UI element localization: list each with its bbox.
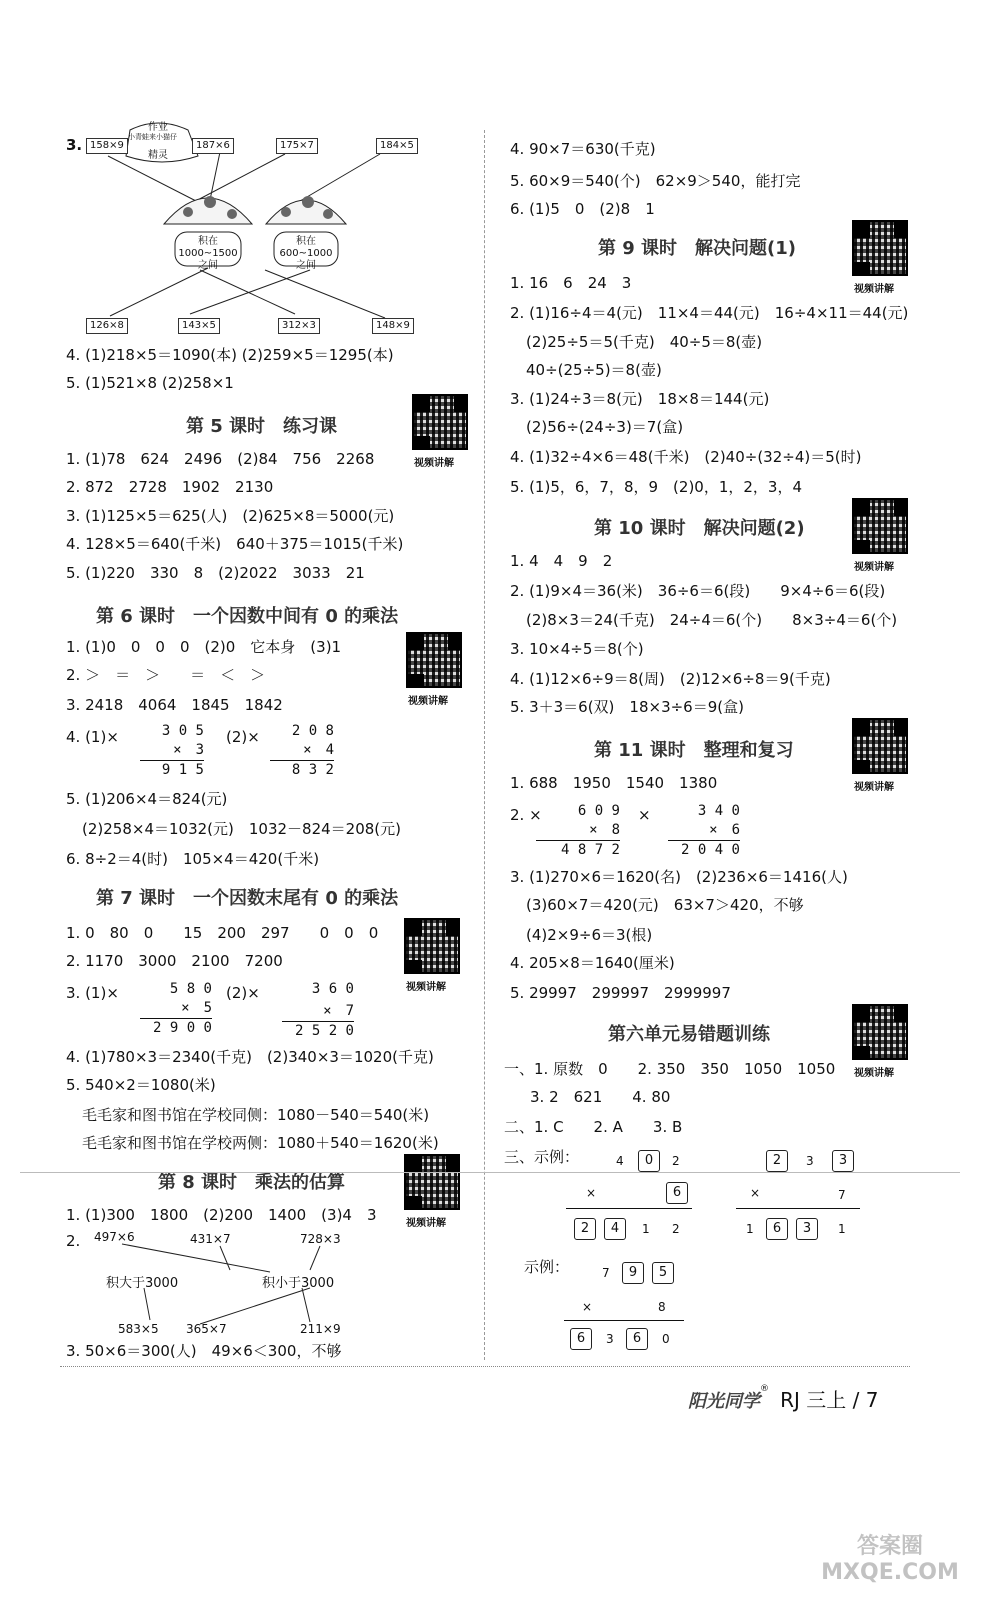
qr-code[interactable] bbox=[852, 718, 908, 774]
answer-line: 5. 540×2＝1080(米) bbox=[66, 1076, 216, 1094]
unit6-title: 第六单元易错题训练 bbox=[608, 1024, 770, 1045]
qr-label: 视频讲解 bbox=[408, 696, 448, 707]
times-sign: × bbox=[750, 1186, 761, 1200]
answer-line: 4. 90×7＝630(千克) bbox=[510, 140, 656, 158]
diagram-box: 175×7 bbox=[276, 138, 318, 154]
times-sign: × bbox=[582, 1300, 593, 1314]
digit: 1 bbox=[838, 1222, 846, 1236]
answer-line: 1. 688 1950 1540 1380 bbox=[510, 774, 718, 792]
answer-line: (2)258×4＝1032(元) 1032－824＝208(元) bbox=[82, 820, 402, 838]
calc-result: 4 8 7 2 bbox=[560, 842, 620, 858]
answer-line: 2. 872 2728 1902 2130 bbox=[66, 478, 274, 496]
calc-multiplier: × 7 bbox=[282, 1002, 354, 1022]
answer-line: 1. 4 4 9 2 bbox=[510, 552, 613, 570]
lesson-7-title: 第 7 课时 一个因数末尾有 0 的乘法 bbox=[96, 888, 399, 909]
answer-label: 3. (1)× bbox=[66, 984, 119, 1002]
vertical-calc bbox=[140, 722, 204, 780]
digit: 7 bbox=[602, 1266, 610, 1280]
answer-label: 4. (1)× bbox=[66, 728, 119, 746]
digit: 3 bbox=[606, 1332, 614, 1346]
answer-line: 1. (1)78 624 2496 (2)84 756 2268 bbox=[66, 450, 375, 468]
qr-code[interactable] bbox=[852, 220, 908, 276]
digit: 0 bbox=[662, 1332, 670, 1346]
digit-box: 2 bbox=[766, 1150, 788, 1172]
calc-multiplier: × 3 bbox=[140, 741, 204, 761]
answer-label: 2. × bbox=[510, 806, 542, 824]
vertical-calc bbox=[270, 722, 334, 780]
answer-line: 3. 10×4÷5＝8(个) bbox=[510, 640, 644, 658]
qr-code[interactable] bbox=[412, 394, 468, 450]
calc-result: 9 1 5 bbox=[161, 762, 204, 778]
answer-line: (2)8×3＝24(千克) 24÷4＝6(个) 8×3÷4＝6(个) bbox=[526, 611, 898, 629]
q3-label: 3. bbox=[66, 136, 83, 154]
answer-line: 3. 2 621 4. 80 bbox=[530, 1088, 671, 1106]
answer-label: (2)× bbox=[226, 728, 260, 746]
estimation-expr: 497×6 bbox=[94, 1230, 135, 1244]
footer-rule bbox=[60, 1366, 910, 1367]
qr-code[interactable] bbox=[406, 632, 462, 688]
answer-line: (4)2×9÷6＝3(根) bbox=[526, 926, 653, 944]
estimation-expr: 728×3 bbox=[300, 1232, 341, 1246]
calc-multiplier: × 4 bbox=[270, 741, 334, 761]
answer-line: (2)56÷(24÷3)＝7(盒) bbox=[526, 418, 684, 436]
answer-line: 3. (1)125×5＝625(人) (2)625×8＝5000(元) bbox=[66, 507, 395, 525]
vertical-calc bbox=[140, 980, 212, 1038]
answer-line: 5. 29997 299997 2999997 bbox=[510, 984, 731, 1002]
answer-label: 2. bbox=[66, 1232, 81, 1250]
answer-line: 3. 2418 4064 1845 1842 bbox=[66, 696, 283, 714]
qr-label: 视频讲解 bbox=[854, 1068, 894, 1079]
lesson-8-title: 第 8 课时 乘法的估算 bbox=[158, 1172, 346, 1193]
digit: 2 bbox=[672, 1222, 680, 1236]
answer-line: 4. (1)780×3＝2340(千克) (2)340×3＝1020(千克) bbox=[66, 1048, 434, 1066]
answer-line: 5. 60×9＝540(个) 62×9＞540，能打完 bbox=[510, 172, 801, 190]
answer-line: 5. (1)5，6，7，8，9 (2)0，1，2，3，4 bbox=[510, 478, 803, 496]
calc-multiplicand: 6 0 9 bbox=[577, 803, 620, 819]
diagram-box: 184×5 bbox=[376, 138, 418, 154]
estimation-expr: 583×5 bbox=[118, 1322, 159, 1336]
answer-line: 5. (1)220 330 8 (2)2022 3033 21 bbox=[66, 564, 365, 582]
digit-box: 3 bbox=[832, 1150, 854, 1172]
answer-line: 1. 16 6 24 3 bbox=[510, 274, 632, 292]
sign-subtitle: 小青蛙来小猫仔 bbox=[128, 133, 177, 141]
lesson-6-title: 第 6 课时 一个因数中间有 0 的乘法 bbox=[96, 606, 399, 627]
registered-mark: ® bbox=[760, 1384, 769, 1394]
mushroom-diagram bbox=[80, 120, 420, 340]
qr-label: 视频讲解 bbox=[414, 458, 454, 469]
digit: 1 bbox=[642, 1222, 650, 1236]
answer-line: 40÷(25÷5)＝8(壶) bbox=[526, 361, 662, 379]
connect-line bbox=[110, 268, 208, 316]
estimation-group: 积大于3000 bbox=[106, 1276, 179, 1291]
calc-rule bbox=[736, 1208, 860, 1209]
calc-multiplier: × 8 bbox=[536, 821, 620, 841]
calc-multiplicand: 2 0 8 bbox=[291, 723, 334, 739]
digit: 4 bbox=[616, 1154, 624, 1168]
answer-line: 1. 0 80 0 15 200 297 0 0 0 bbox=[66, 924, 379, 942]
mushroom-left-label: 积在1000~1500之间 bbox=[178, 236, 238, 271]
calc-result: 2 9 0 0 bbox=[152, 1020, 212, 1036]
qr-code[interactable] bbox=[404, 918, 460, 974]
answer-line: 二、1. C 2. A 3. B bbox=[504, 1118, 683, 1136]
answer-line: 1. (1)300 1800 (2)200 1400 (3)4 3 bbox=[66, 1206, 377, 1224]
answer-line: 5. (1)206×4＝824(元) bbox=[66, 790, 228, 808]
qr-label: 视频讲解 bbox=[854, 782, 894, 793]
digit-box: 5 bbox=[652, 1262, 674, 1284]
sign-title: 作业 bbox=[148, 122, 168, 133]
diagram-box: 312×3 bbox=[278, 318, 320, 334]
answer-line: 3. (1)270×6＝1620(名) (2)236×6＝1416(人) bbox=[510, 868, 848, 886]
answer-line: 5. (1)521×8 (2)258×1 bbox=[66, 374, 234, 392]
calc-multiplier: × 5 bbox=[140, 999, 212, 1019]
lesson-10-title: 第 10 课时 解决问题(2) bbox=[594, 518, 805, 539]
connect-line bbox=[265, 270, 385, 318]
calc-multiplicand: 3 0 5 bbox=[161, 723, 204, 739]
answer-line: 4. (1)218×5＝1090(本) (2)259×5＝1295(本) bbox=[66, 346, 394, 364]
vertical-calc: 3 6 0 × 7 2 5 2 0 bbox=[282, 1002, 354, 1041]
answer-line: 毛毛家和图书馆在学校同侧：1080－540＝540(米) bbox=[82, 1106, 430, 1124]
answer-line: 2. (1)16÷4＝4(元) 11×4＝44(元) 16÷4×11＝44(元) bbox=[510, 304, 909, 322]
sign-footer: 精灵 bbox=[148, 150, 168, 161]
answer-label: × bbox=[638, 806, 651, 824]
estimation-expr: 431×7 bbox=[190, 1232, 231, 1246]
answer-line: 2. ＞ ＝ ＞ ＝ ＜ ＞ bbox=[66, 666, 266, 684]
qr-label: 视频讲解 bbox=[854, 284, 894, 295]
qr-label: 视频讲解 bbox=[406, 982, 446, 993]
calc-multiplicand: 5 8 0 bbox=[169, 981, 212, 997]
answer-line: 4. (1)12×6÷9＝8(周) (2)12×6÷8＝9(千克) bbox=[510, 670, 831, 688]
digit-box: 4 bbox=[604, 1218, 626, 1240]
estimation-expr: 365×7 bbox=[186, 1322, 227, 1336]
qr-label: 视频讲解 bbox=[406, 1218, 446, 1229]
answer-line: 4. 128×5＝640(千米) 640＋375＝1015(千米) bbox=[66, 535, 404, 553]
answer-label: (2)× bbox=[226, 984, 260, 1002]
answer-line: 2. 1170 3000 2100 7200 bbox=[66, 952, 283, 970]
answer-line: 4. (1)32÷4×6＝48(千米) (2)40÷(32÷4)＝5(时) bbox=[510, 448, 862, 466]
calc-rule bbox=[564, 1320, 684, 1321]
answer-line: 4. 205×8＝1640(厘米) bbox=[510, 954, 675, 972]
digit-box: 3 bbox=[796, 1218, 818, 1240]
qr-code[interactable] bbox=[852, 1004, 908, 1060]
footer bbox=[688, 1384, 878, 1413]
estimation-group: 积小于3000 bbox=[262, 1276, 335, 1291]
connect-line bbox=[190, 270, 310, 314]
diagram-box: 126×8 bbox=[86, 318, 128, 334]
answer-line: 三、示例： bbox=[504, 1148, 580, 1166]
digit-box: 2 bbox=[574, 1218, 596, 1240]
lesson-11-title: 第 11 课时 整理和复习 bbox=[594, 740, 794, 761]
qr-code[interactable] bbox=[852, 498, 908, 554]
calc-rule bbox=[566, 1208, 692, 1209]
calc-result: 8 3 2 bbox=[291, 762, 334, 778]
lesson-9-title: 第 9 课时 解决问题(1) bbox=[598, 238, 797, 259]
digit-box: 6 bbox=[666, 1182, 688, 1204]
digit: 8 bbox=[658, 1300, 666, 1314]
calc-multiplicand: 3 4 0 bbox=[697, 803, 740, 819]
digit-box: 6 bbox=[766, 1218, 788, 1240]
estimation-expr: 211×9 bbox=[300, 1322, 341, 1336]
diagram-box: 187×6 bbox=[192, 138, 234, 154]
answer-line: 毛毛家和图书馆在学校两侧：1080＋540＝1620(米) bbox=[82, 1134, 439, 1152]
answer-line: 3. (1)24÷3＝8(元) 18×8＝144(元) bbox=[510, 390, 770, 408]
brand-logo: 阳光同学 bbox=[688, 1391, 760, 1412]
page-info: RJ 三上 / 7 bbox=[780, 1388, 879, 1412]
digit-box: 9 bbox=[622, 1262, 644, 1284]
diagram-box: 158×9 bbox=[86, 138, 128, 154]
qr-code[interactable] bbox=[404, 1154, 460, 1210]
answer-line: (2)25÷5＝5(千克) 40÷5＝8(壶) bbox=[526, 333, 763, 351]
digit-box: 6 bbox=[570, 1328, 592, 1350]
answer-line: 1. (1)0 0 0 0 (2)0 它本身 (3)1 bbox=[66, 638, 342, 656]
answer-line: 3. 50×6＝300(人) 49×6＜300，不够 bbox=[66, 1342, 342, 1360]
calc-result: 2 5 2 0 bbox=[294, 1023, 354, 1039]
connect-line bbox=[190, 154, 285, 204]
lesson-5-title: 第 5 课时 练习课 bbox=[186, 416, 338, 437]
digit-box: 6 bbox=[626, 1328, 648, 1350]
times-sign: × bbox=[586, 1186, 597, 1200]
answer-line: (3)60×7＝420(元) 63×7＞420，不够 bbox=[526, 896, 804, 914]
example-label: 示例： bbox=[524, 1258, 570, 1276]
digit: 3 bbox=[806, 1154, 814, 1168]
calc-result: 2 0 4 0 bbox=[680, 842, 740, 858]
answer-line: 6. (1)5 0 (2)8 1 bbox=[510, 200, 655, 218]
connect-line bbox=[108, 156, 198, 202]
digit: 1 bbox=[746, 1222, 754, 1236]
answer-line: 2. (1)9×4＝36(米) 36÷6＝6(段) 9×4÷6＝6(段) bbox=[510, 582, 886, 600]
digit: 7 bbox=[838, 1188, 846, 1202]
diagram-box: 143×5 bbox=[178, 318, 220, 334]
answer-line: 6. 8÷2＝4(时) 105×4＝420(千米) bbox=[66, 850, 320, 868]
calc-multiplier: × 6 bbox=[668, 821, 740, 841]
answer-line: 一、1. 原数 0 2. 350 350 1050 1050 bbox=[504, 1060, 836, 1078]
vertical-calc bbox=[668, 802, 740, 860]
vertical-calc bbox=[536, 802, 620, 860]
qr-label: 视频讲解 bbox=[854, 562, 894, 573]
mushroom-right-label: 积在600~1000之间 bbox=[279, 236, 333, 271]
digit-box: 0 bbox=[638, 1150, 660, 1172]
section-divider bbox=[20, 1172, 960, 1173]
diagram-box: 148×9 bbox=[372, 318, 414, 334]
column-divider bbox=[484, 130, 485, 1360]
answer-line: 5. 3＋3＝6(双) 18×3÷6＝9(盒) bbox=[510, 698, 744, 716]
digit: 2 bbox=[672, 1154, 680, 1168]
watermark: 答案圈 MXQE.COM bbox=[821, 1534, 959, 1585]
